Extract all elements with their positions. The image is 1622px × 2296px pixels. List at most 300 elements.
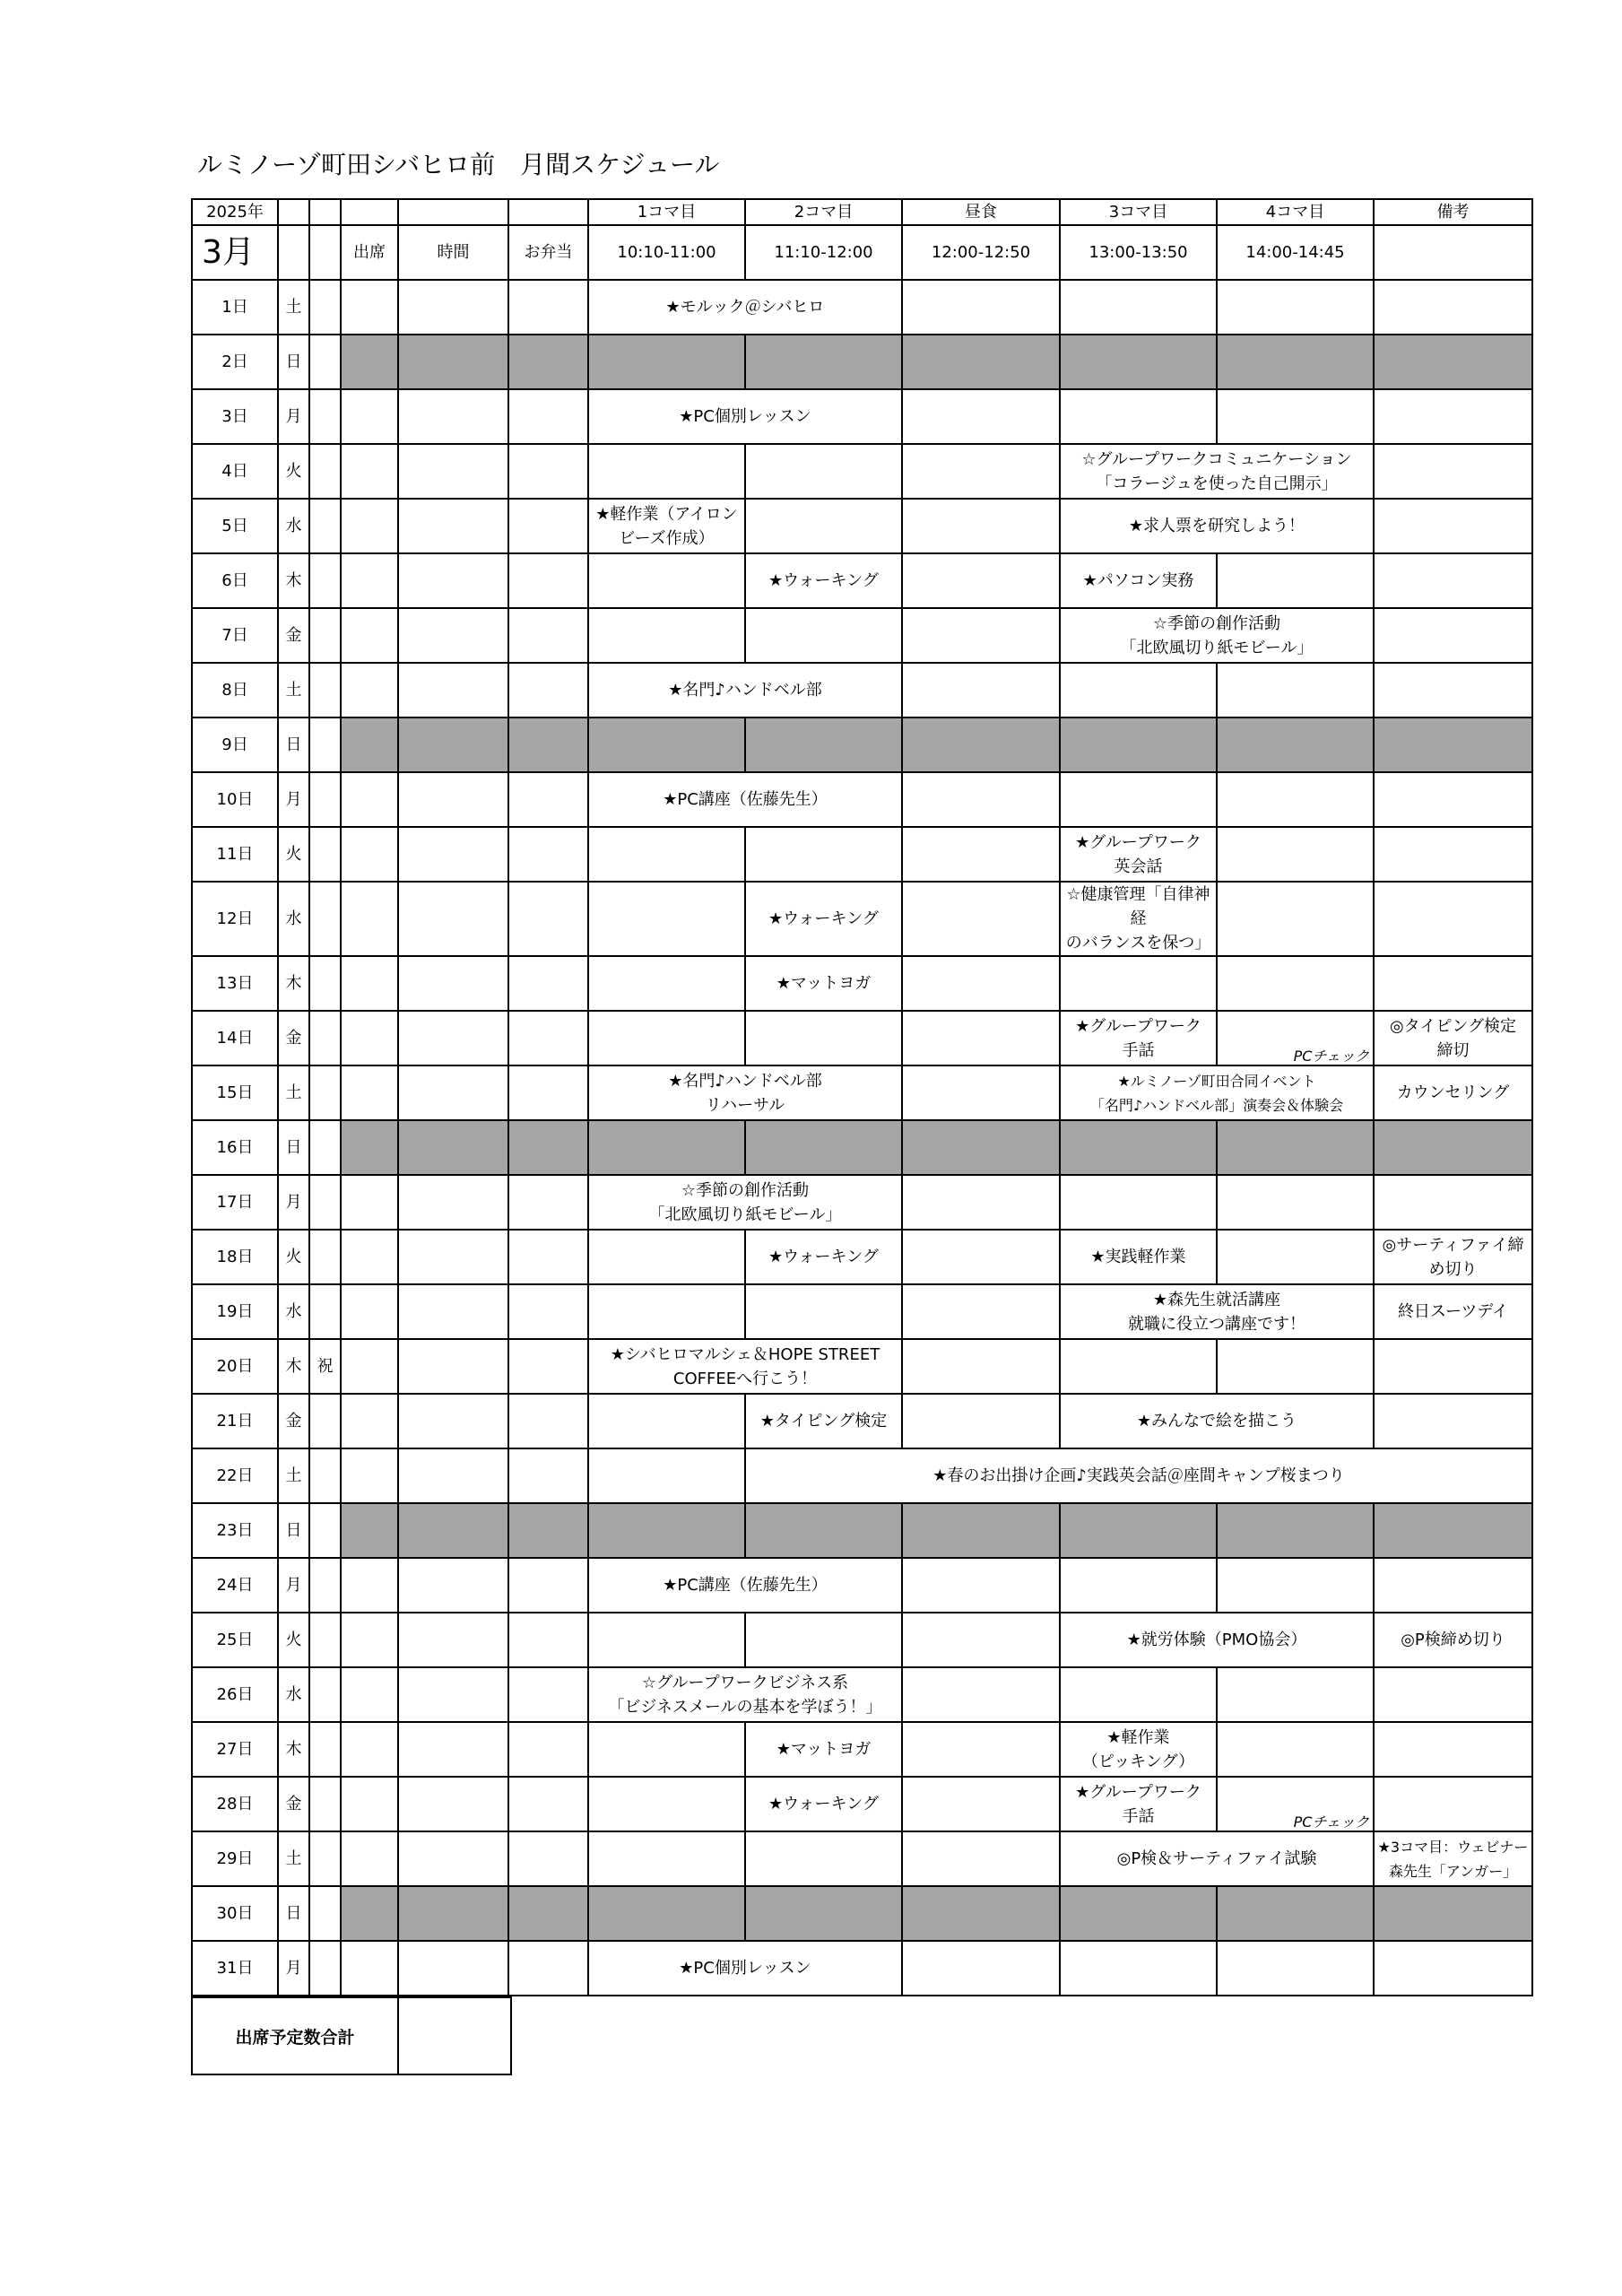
time-header: 時間: [398, 225, 508, 280]
day-date: 20日: [192, 1339, 278, 1394]
empty-cell: [309, 1777, 341, 1831]
empty-cell: [1374, 225, 1532, 280]
notes-cell: [1374, 1065, 1532, 1120]
page-title: ルミノーゾ町田シバヒロ前 月間スケジュール: [197, 150, 720, 179]
empty-cell: [508, 199, 588, 225]
day-row-4: [192, 444, 1532, 499]
event-cell: [745, 1230, 902, 1284]
empty-cell: [1217, 1175, 1374, 1230]
closed-cell: [1217, 718, 1374, 772]
empty-cell: [341, 1722, 398, 1777]
event-cell: [1060, 1230, 1217, 1284]
notes-header: 備考: [1374, 199, 1532, 225]
empty-cell: [341, 1230, 398, 1284]
day-date: 24日: [192, 1558, 278, 1613]
day-row-15: [192, 1065, 1532, 1120]
day-date: 15日: [192, 1065, 278, 1120]
day-date: 10日: [192, 772, 278, 827]
day-dow: 日: [278, 718, 309, 772]
event-cell: [745, 1777, 902, 1831]
empty-cell: [278, 225, 309, 280]
event-text: 「コラージュを使った自己開示」: [1096, 474, 1338, 493]
day-dow: 日: [278, 1886, 309, 1941]
empty-cell: [309, 1065, 341, 1120]
closed-cell: [745, 1886, 902, 1941]
empty-cell: [508, 1011, 588, 1065]
day-dow: 月: [278, 1175, 309, 1230]
empty-cell: [508, 1230, 588, 1284]
empty-cell: [309, 1667, 341, 1722]
closed-cell: [1374, 1886, 1532, 1941]
day-date: 9日: [192, 718, 278, 772]
empty-cell: [398, 1339, 508, 1394]
empty-cell: [398, 1722, 508, 1777]
empty-cell: [1374, 1394, 1532, 1448]
empty-cell: [309, 1394, 341, 1448]
empty-cell: [341, 444, 398, 499]
empty-cell: [309, 1448, 341, 1503]
empty-cell: [588, 608, 745, 663]
event-text: カウンセリング: [1396, 1083, 1510, 1102]
empty-cell: [341, 1558, 398, 1613]
event-text: ◎タイピング検定: [1390, 1016, 1516, 1036]
day-date: 16日: [192, 1120, 278, 1175]
empty-cell: [588, 1777, 745, 1831]
empty-cell: [902, 499, 1060, 553]
day-dow: 土: [278, 280, 309, 335]
empty-cell: [508, 956, 588, 1011]
koma4-time: 14:00-14:45: [1217, 225, 1374, 280]
day-dow: 日: [278, 1120, 309, 1175]
empty-cell: [309, 956, 341, 1011]
koma1-header: 1コマ目: [588, 199, 745, 225]
day-date: 11日: [192, 827, 278, 882]
empty-cell: [398, 1065, 508, 1120]
event-text: ★PC講座（佐藤先生）: [663, 1576, 828, 1595]
empty-cell: [341, 389, 398, 444]
empty-cell: [588, 1831, 745, 1886]
empty-cell: [1217, 1941, 1374, 1996]
day-row-23: [192, 1503, 1532, 1558]
empty-cell: [1217, 1667, 1374, 1722]
empty-cell: [398, 1941, 508, 1996]
event-text: ★PC講座（佐藤先生）: [663, 790, 828, 809]
event-text: ★名門♪ハンドベル部: [668, 1071, 822, 1091]
event-text: ビーズ作成）: [619, 528, 715, 548]
empty-cell: [1374, 1722, 1532, 1777]
lunch-time: 12:00-12:50: [902, 225, 1060, 280]
day-dow: 月: [278, 1941, 309, 1996]
empty-cell: [309, 1613, 341, 1667]
event-cell: [588, 499, 745, 553]
event-cell: [588, 1065, 902, 1120]
event-cell: [1060, 1284, 1374, 1339]
event-text: COFFEEへ行こう！: [672, 1369, 818, 1388]
day-dow: 火: [278, 1230, 309, 1284]
empty-cell: [902, 553, 1060, 608]
empty-cell: [1374, 882, 1532, 956]
day-row-30: [192, 1886, 1532, 1941]
empty-cell: [398, 389, 508, 444]
event-text: ★ウォーキング: [768, 1248, 879, 1266]
empty-cell: [341, 882, 398, 956]
day-row-10: [192, 772, 1532, 827]
event-text: ★軽作業: [1106, 1727, 1170, 1747]
empty-cell: [902, 1722, 1060, 1777]
empty-cell: [508, 499, 588, 553]
closed-cell: [1060, 1503, 1217, 1558]
empty-cell: [1374, 389, 1532, 444]
bento-header: お弁当: [508, 225, 588, 280]
empty-cell: [1217, 827, 1374, 882]
empty-cell: [309, 1722, 341, 1777]
empty-cell: [1217, 389, 1374, 444]
day-row-7: [192, 608, 1532, 663]
day-dow: 火: [278, 827, 309, 882]
day-row-13: [192, 956, 1532, 1011]
day-row-25: [192, 1613, 1532, 1667]
empty-cell: [588, 444, 745, 499]
day-date: 22日: [192, 1448, 278, 1503]
event-cell: [1060, 1777, 1217, 1831]
year-label: 2025年: [192, 199, 278, 225]
day-date: 19日: [192, 1284, 278, 1339]
empty-cell: [902, 882, 1060, 956]
empty-cell: [398, 827, 508, 882]
empty-cell: [341, 199, 398, 225]
event-text: リハーサル: [705, 1095, 785, 1115]
day-dow: 日: [278, 1503, 309, 1558]
event-cell: [1060, 1722, 1217, 1777]
empty-cell: [508, 1613, 588, 1667]
event-cell: [1060, 608, 1374, 663]
empty-cell: [902, 1175, 1060, 1230]
event-cell: [588, 389, 902, 444]
closed-cell: [745, 718, 902, 772]
event-text: ★就労体験（PMO協会）: [1126, 1631, 1307, 1649]
empty-cell: [1374, 1339, 1532, 1394]
day-date: 6日: [192, 553, 278, 608]
event-text: 就職に役立つ講座です！: [1128, 1314, 1305, 1334]
closed-cell: [398, 1120, 508, 1175]
closed-cell: [398, 1886, 508, 1941]
event-text: ★パソコン実務: [1082, 571, 1194, 590]
event-text: ★ウォーキング: [768, 571, 879, 590]
empty-cell: [1374, 1558, 1532, 1613]
day-date: 30日: [192, 1886, 278, 1941]
empty-cell: [341, 553, 398, 608]
empty-cell: [902, 1831, 1060, 1886]
empty-cell: [588, 956, 745, 1011]
day-row-14: [192, 1011, 1532, 1065]
empty-cell: [902, 1230, 1060, 1284]
day-dow: 土: [278, 1448, 309, 1503]
day-row-21: [192, 1394, 1532, 1448]
empty-cell: [508, 1667, 588, 1722]
event-cell: [745, 1448, 1532, 1503]
koma3-header: 3コマ目: [1060, 199, 1217, 225]
day-date: 31日: [192, 1941, 278, 1996]
day-row-18: [192, 1230, 1532, 1284]
empty-cell: [902, 280, 1060, 335]
empty-cell: [902, 1941, 1060, 1996]
empty-cell: [341, 1667, 398, 1722]
empty-cell: [1217, 1558, 1374, 1613]
empty-cell: [1217, 956, 1374, 1011]
day-date: 26日: [192, 1667, 278, 1722]
event-text: ★名門♪ハンドベル部: [668, 681, 822, 700]
event-text: （ピッキング）: [1081, 1752, 1195, 1771]
empty-cell: [278, 199, 309, 225]
event-text: ★軽作業（アイロン: [595, 504, 738, 524]
day-dow: 金: [278, 1011, 309, 1065]
empty-cell: [902, 772, 1060, 827]
attendance-total-value[interactable]: [398, 1997, 511, 2074]
day-date: 13日: [192, 956, 278, 1011]
empty-cell: [309, 1503, 341, 1558]
day-dow: 水: [278, 499, 309, 553]
empty-cell: [398, 499, 508, 553]
empty-cell: [1217, 663, 1374, 718]
empty-cell: [341, 1448, 398, 1503]
empty-cell: [588, 1448, 745, 1503]
closed-cell: [341, 1886, 398, 1941]
day-date: 7日: [192, 608, 278, 663]
empty-cell: [902, 389, 1060, 444]
event-cell: [1060, 444, 1374, 499]
empty-cell: [309, 499, 341, 553]
day-row-6: [192, 553, 1532, 608]
empty-cell: [508, 444, 588, 499]
empty-cell: [902, 608, 1060, 663]
empty-cell: [398, 1175, 508, 1230]
closed-cell: [588, 718, 745, 772]
empty-cell: [341, 827, 398, 882]
event-text: ★実践軽作業: [1090, 1248, 1186, 1266]
empty-cell: [745, 827, 902, 882]
empty-cell: [1374, 1941, 1532, 1996]
day-date: 21日: [192, 1394, 278, 1448]
event-text: 「ビジネスメールの基本を学ぼう！」: [608, 1697, 882, 1717]
event-cell: [1060, 1011, 1217, 1065]
empty-cell: [341, 956, 398, 1011]
empty-cell: [1374, 772, 1532, 827]
event-text: 締切: [1436, 1040, 1470, 1060]
closed-cell: [588, 1886, 745, 1941]
empty-cell: [309, 389, 341, 444]
empty-cell: [398, 1284, 508, 1339]
pc-check-label: PCチェック: [1293, 1048, 1369, 1065]
empty-cell: [745, 1831, 902, 1886]
empty-cell: [398, 772, 508, 827]
day-row-19: [192, 1284, 1532, 1339]
empty-cell: [508, 1065, 588, 1120]
day-date: 12日: [192, 882, 278, 956]
closed-cell: [1217, 335, 1374, 389]
empty-cell: [309, 553, 341, 608]
koma1-time: 10:10-11:00: [588, 225, 745, 280]
day-row-22: [192, 1448, 1532, 1503]
empty-cell: [398, 553, 508, 608]
attendance-header: 出席: [341, 225, 398, 280]
empty-cell: [309, 444, 341, 499]
empty-cell: [341, 663, 398, 718]
attendance-total-table: [191, 1996, 512, 2075]
empty-cell: [309, 882, 341, 956]
closed-cell: [1060, 335, 1217, 389]
event-cell: [745, 1722, 902, 1777]
empty-cell: [745, 1613, 902, 1667]
empty-cell: [309, 1011, 341, 1065]
day-row-27: [192, 1722, 1532, 1777]
empty-cell: [1060, 772, 1217, 827]
lunch-header: 昼食: [902, 199, 1060, 225]
event-text: 「名門♪ハンドベル部」演奏会＆体験会: [1089, 1096, 1344, 1114]
closed-cell: [1374, 335, 1532, 389]
day-row-16: [192, 1120, 1532, 1175]
empty-cell: [588, 1284, 745, 1339]
event-cell: [588, 1941, 902, 1996]
empty-cell: [1374, 499, 1532, 553]
empty-cell: [508, 772, 588, 827]
day-dow: 土: [278, 1831, 309, 1886]
empty-cell: [398, 1011, 508, 1065]
empty-cell: [309, 225, 341, 280]
event-text: ★マットヨガ: [776, 974, 872, 993]
empty-cell: [398, 1831, 508, 1886]
empty-cell: [1060, 1941, 1217, 1996]
event-text: ☆健康管理「自律神経: [1066, 885, 1210, 928]
closed-cell: [508, 1886, 588, 1941]
empty-cell: [398, 663, 508, 718]
day-dow: 月: [278, 1558, 309, 1613]
empty-cell: [398, 608, 508, 663]
empty-cell: [508, 1394, 588, 1448]
empty-cell: [309, 1831, 341, 1886]
empty-cell: [902, 444, 1060, 499]
event-text: ◎サーティファイ締: [1382, 1235, 1524, 1255]
event-text: ◎P検＆サーティファイ試験: [1116, 1849, 1317, 1868]
day-row-8: [192, 663, 1532, 718]
event-cell: [745, 1394, 902, 1448]
empty-cell: [588, 1230, 745, 1284]
event-cell: [1060, 553, 1217, 608]
event-text: 手話: [1122, 1806, 1155, 1826]
schedule-table: [191, 198, 1533, 1996]
day-dow: 水: [278, 1284, 309, 1339]
empty-cell: [508, 882, 588, 956]
empty-cell: [1217, 882, 1374, 956]
empty-cell: [508, 663, 588, 718]
event-text: 手話: [1122, 1040, 1155, 1060]
closed-cell: [508, 335, 588, 389]
day-dow: 日: [278, 335, 309, 389]
day-row-20: [192, 1339, 1532, 1394]
closed-cell: [398, 335, 508, 389]
empty-cell: [309, 663, 341, 718]
empty-cell: [1060, 1667, 1217, 1722]
event-text: ★ウォーキング: [768, 909, 879, 928]
day-date: 28日: [192, 1777, 278, 1831]
empty-cell: [309, 827, 341, 882]
event-text: ★森先生就活講座: [1152, 1290, 1281, 1309]
day-row-29: [192, 1831, 1532, 1886]
empty-cell: [508, 1941, 588, 1996]
empty-cell: [1060, 956, 1217, 1011]
empty-cell: [1217, 280, 1374, 335]
empty-cell: [309, 608, 341, 663]
event-text: ★ウォーキング: [768, 1795, 879, 1813]
empty-cell: [902, 956, 1060, 1011]
event-cell: [1060, 882, 1217, 956]
closed-cell: [902, 1886, 1060, 1941]
day-row-2: [192, 335, 1532, 389]
empty-cell: [1060, 1175, 1217, 1230]
event-text: 「北欧風切り紙モビール」: [1120, 638, 1314, 657]
closed-cell: [1374, 1503, 1532, 1558]
day-dow: 火: [278, 444, 309, 499]
empty-cell: [1217, 1722, 1374, 1777]
empty-cell: [902, 1284, 1060, 1339]
empty-cell: [508, 1339, 588, 1394]
empty-cell: [902, 1613, 1060, 1667]
pc-check-label: PCチェック: [1293, 1813, 1369, 1831]
empty-cell: [309, 1941, 341, 1996]
empty-cell: [341, 1284, 398, 1339]
closed-cell: [508, 1503, 588, 1558]
empty-cell: [1374, 1175, 1532, 1230]
day-row-11: [192, 827, 1532, 882]
empty-cell: [902, 1011, 1060, 1065]
day-row-9: [192, 718, 1532, 772]
empty-cell: [1374, 608, 1532, 663]
closed-cell: [588, 335, 745, 389]
empty-cell: [1217, 772, 1374, 827]
empty-cell: [341, 1777, 398, 1831]
event-text: ☆グループワークビジネス系: [641, 1673, 849, 1692]
closed-cell: [1374, 1120, 1532, 1175]
notes-cell: [1374, 1230, 1532, 1284]
empty-cell: [309, 1284, 341, 1339]
day-date: 14日: [192, 1011, 278, 1065]
day-dow: 月: [278, 772, 309, 827]
closed-cell: [588, 1120, 745, 1175]
empty-cell: [588, 1613, 745, 1667]
header-row-2: [192, 225, 1532, 280]
empty-cell: [341, 772, 398, 827]
day-dow: 木: [278, 1722, 309, 1777]
event-text: ☆季節の創作活動: [1152, 613, 1281, 633]
day-row-3: [192, 389, 1532, 444]
event-text: ★PC個別レッスン: [679, 1959, 811, 1978]
event-text: ★みんなで絵を描こう: [1136, 1412, 1297, 1431]
day-dow: 金: [278, 1777, 309, 1831]
empty-cell: [341, 1011, 398, 1065]
empty-cell: [1374, 827, 1532, 882]
event-text: め切り: [1428, 1259, 1478, 1279]
event-cell: [1060, 1065, 1374, 1120]
closed-cell: [1374, 718, 1532, 772]
event-text: ★求人票を研究しよう！: [1128, 517, 1305, 535]
event-cell: [588, 280, 902, 335]
day-date: 25日: [192, 1613, 278, 1667]
event-cell: [745, 553, 902, 608]
empty-cell: [1060, 663, 1217, 718]
closed-cell: [902, 335, 1060, 389]
empty-cell: [341, 1065, 398, 1120]
empty-cell: [398, 1613, 508, 1667]
closed-cell: [745, 1503, 902, 1558]
